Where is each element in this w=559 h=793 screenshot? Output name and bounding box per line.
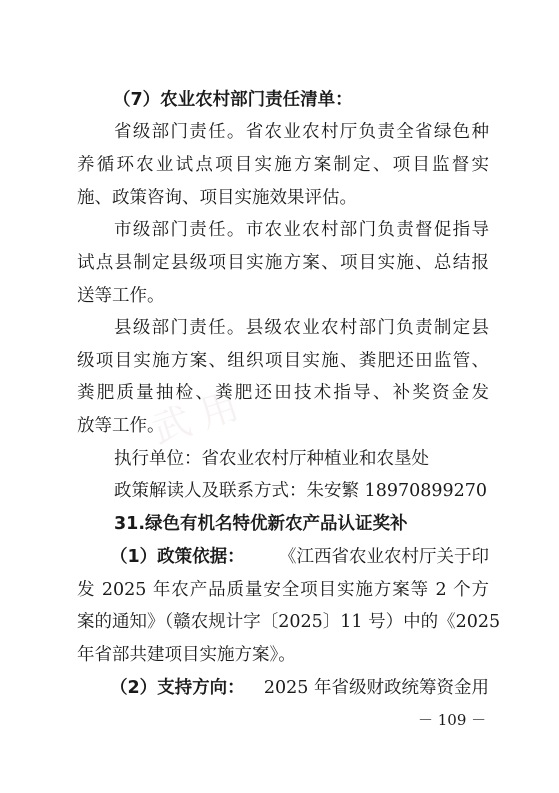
policy-line4: 年省部共建项目实施方案》。 [77, 645, 296, 665]
page-number: － 109 － [418, 711, 487, 729]
watermark: 武用 [146, 379, 256, 453]
policy-line3: 案的通知》（赣农规计字〔2025〕11 号）中的《2025 [77, 612, 501, 632]
section-7-heading: （7）农业农村部门责任清单： [113, 90, 353, 110]
policy-label: （1）政策依据： [110, 547, 245, 567]
support-line [110, 675, 489, 701]
para3-line2: 级项目实施方案、组织项目实施、粪肥还田监管、 [77, 351, 489, 371]
support-label: （2）支持方向： [110, 678, 245, 698]
support-text: 2025 年省级财政统筹资金用 [263, 678, 489, 698]
contact-info: 政策解读人及联系方式：朱安繁 18970899270 [114, 481, 488, 501]
para1-line2: 养循环农业试点项目实施方案制定、项目监督实 [77, 155, 489, 175]
exec-unit: 执行单位：省农业农村厅种植业和农垦处 [114, 449, 429, 469]
para2-line1: 市级部门责任。市农业农村部门负责督促指导 [114, 220, 489, 240]
policy-line1-text: 《江西省农业农村厅关于印 [279, 547, 489, 567]
policy-line2: 发 2025 年农产品质量安全项目实施方案等 2 个方 [77, 580, 489, 600]
para2-line3: 送等工作。 [77, 286, 165, 306]
para3-line1: 县级部门责任。县级农业农村部门负责制定县 [114, 318, 489, 338]
policy-line1 [110, 544, 489, 570]
section-31-heading: 31.绿色有机名特优新农产品认证奖补 [114, 514, 408, 534]
para1-line3: 施、政策咨询、项目实施效果评估。 [77, 188, 357, 208]
para2-line2: 试点县制定县级项目实施方案、项目实施、总结报 [77, 253, 489, 273]
para3-line3: 粪肥质量抽检、粪肥还田技术指导、补奖资金发 [77, 383, 489, 403]
para1-line1: 省级部门责任。省农业农村厅负责全省绿色种 [114, 122, 489, 142]
para3-line4: 放等工作。 [77, 416, 165, 436]
